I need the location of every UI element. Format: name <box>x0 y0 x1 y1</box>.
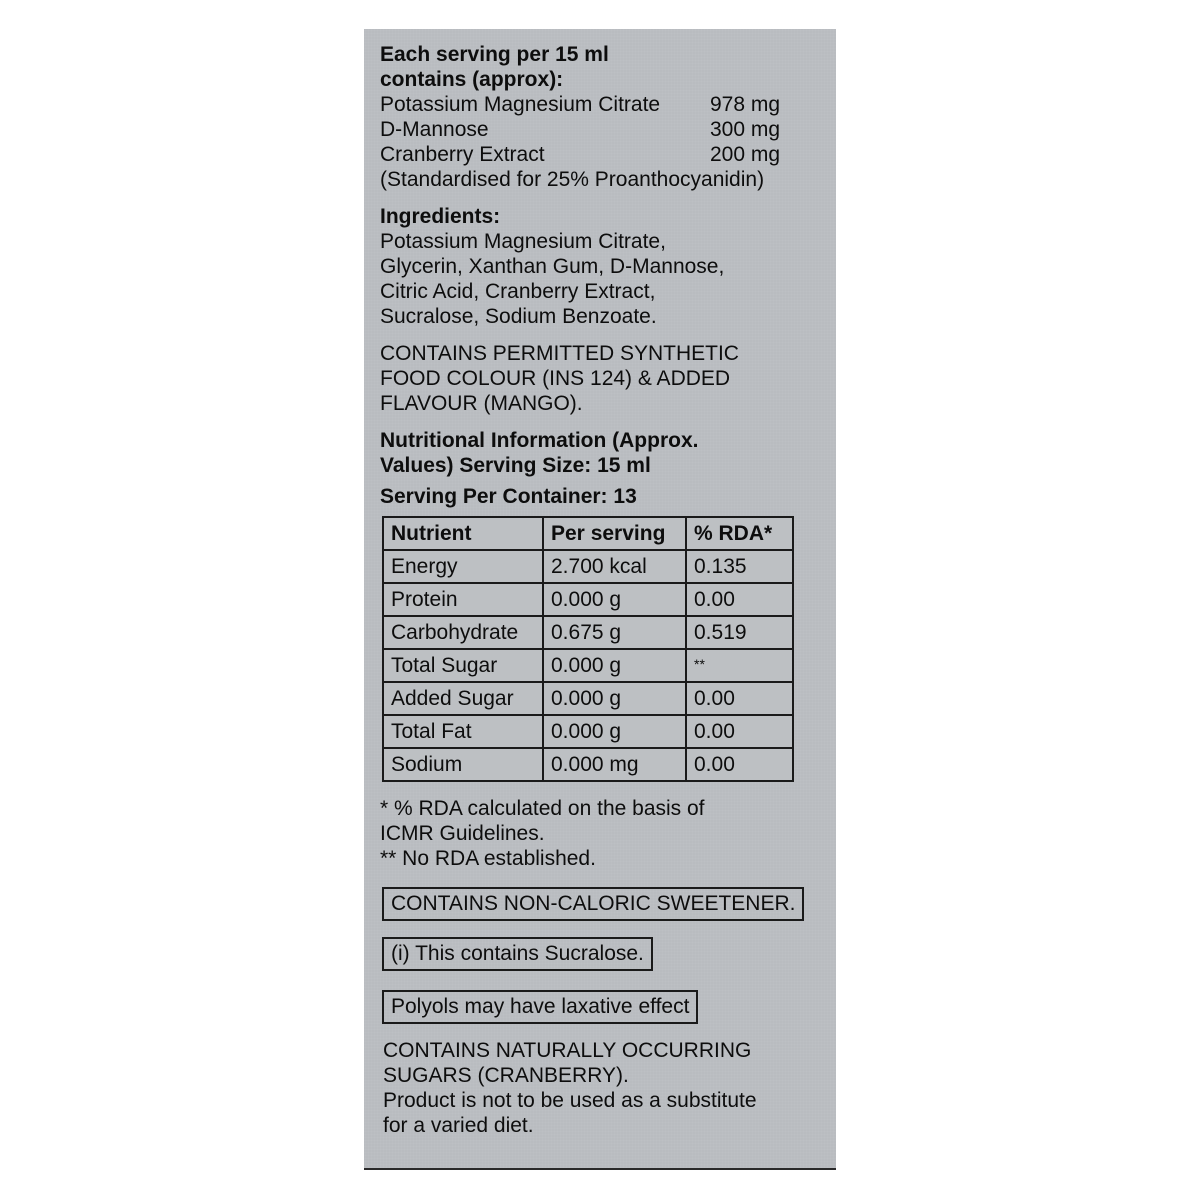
table-row <box>383 616 793 649</box>
nutrient-name: Protein <box>383 583 543 616</box>
footnotes <box>380 796 820 871</box>
closing-line: for a varied diet. <box>383 1114 534 1137</box>
composition-item-amount: 300 mg <box>710 118 781 141</box>
table-row <box>383 748 793 781</box>
composition-item-name: Potassium Magnesium Citrate <box>380 93 661 116</box>
nutrient-rda: 0.519 <box>686 616 793 649</box>
closing-statement <box>383 1038 820 1138</box>
ingredients-section <box>380 204 820 329</box>
nutrient-rda: 0.00 <box>686 748 793 781</box>
nutrient-rda: 0.135 <box>686 550 793 583</box>
column-header-per-serving: Per serving <box>543 517 686 550</box>
nutrient-per-serving: 0.000 g <box>543 682 686 715</box>
warning-box-wrap <box>380 937 820 971</box>
nutrient-rda: 0.00 <box>686 682 793 715</box>
column-header-nutrient: Nutrient <box>383 517 543 550</box>
table-row <box>383 715 793 748</box>
warning-sucralose: (i) This contains Sucralose. <box>382 937 653 971</box>
composition-note: (Standardised for 25% Proanthocyanidin) <box>380 168 765 191</box>
composition-item-name: D-Mannose <box>380 118 489 141</box>
nutrient-name: Sodium <box>383 748 543 781</box>
nutrient-per-serving: 2.700 kcal <box>543 550 686 583</box>
footnote-line: ICMR Guidelines. <box>380 822 545 845</box>
composition-item-amount: 200 mg <box>710 143 781 166</box>
composition-heading-line1: Each serving per 15 ml <box>380 43 609 66</box>
nutrient-rda: 0.00 <box>686 715 793 748</box>
colour-statement-line: FOOD COLOUR (INS 124) & ADDED <box>380 367 731 390</box>
table-row <box>383 583 793 616</box>
nutrient-per-serving: 0.000 g <box>543 583 686 616</box>
warning-box-wrap <box>380 990 820 1024</box>
composition-heading-line2: contains (approx): <box>380 68 564 91</box>
nutrient-name: Added Sugar <box>383 682 543 715</box>
composition-item-amount: 978 mg <box>710 93 781 116</box>
nutrition-heading-line2: Values) Serving Size: 15 ml <box>380 454 651 477</box>
footnote-line: ** No RDA established. <box>380 847 596 870</box>
composition-item <box>380 142 820 167</box>
nutrient-per-serving: 0.000 g <box>543 715 686 748</box>
table-row <box>383 682 793 715</box>
nutrient-rda: 0.00 <box>686 583 793 616</box>
warning-non-caloric-sweetener: CONTAINS NON-CALORIC SWEETENER. <box>382 887 804 921</box>
nutrient-name: Energy <box>383 550 543 583</box>
closing-line: Product is not to be used as a substitute <box>383 1089 757 1112</box>
colour-statement <box>380 341 820 416</box>
nutrition-heading-line1: Nutritional Information (Approx. <box>380 429 699 452</box>
colour-statement-line: FLAVOUR (MANGO). <box>380 392 583 415</box>
nutrient-name: Carbohydrate <box>383 616 543 649</box>
nutrient-per-serving: 0.675 g <box>543 616 686 649</box>
table-row <box>383 649 793 682</box>
label-panel <box>364 29 836 1170</box>
nutrient-per-serving: 0.000 mg <box>543 748 686 781</box>
servings-per-container: Serving Per Container: 13 <box>380 485 637 508</box>
column-header-rda: % RDA* <box>686 517 793 550</box>
composition-section <box>380 42 820 192</box>
nutrient-per-serving: 0.000 g <box>543 649 686 682</box>
composition-item <box>380 117 820 142</box>
nutrition-section <box>380 428 820 871</box>
warning-box-wrap <box>380 887 820 921</box>
ingredients-line: Citric Acid, Cranberry Extract, <box>380 280 656 303</box>
composition-item <box>380 92 820 117</box>
ingredients-line: Glycerin, Xanthan Gum, D-Mannose, <box>380 255 725 278</box>
colour-statement-line: CONTAINS PERMITTED SYNTHETIC <box>380 342 739 365</box>
nutrient-name: Total Fat <box>383 715 543 748</box>
ingredients-heading: Ingredients: <box>380 205 501 228</box>
nutrition-table <box>382 516 794 782</box>
nutrient-rda: ** <box>686 649 793 682</box>
table-header-row <box>383 517 793 550</box>
closing-line: SUGARS (CRANBERRY). <box>383 1064 629 1087</box>
ingredients-line: Sucralose, Sodium Benzoate. <box>380 305 657 328</box>
ingredients-line: Potassium Magnesium Citrate, <box>380 230 666 253</box>
composition-item-name: Cranberry Extract <box>380 143 545 166</box>
nutrient-name: Total Sugar <box>383 649 543 682</box>
footnote-line: * % RDA calculated on the basis of <box>380 797 705 820</box>
table-row <box>383 550 793 583</box>
warning-polyols: Polyols may have laxative effect <box>382 990 698 1024</box>
closing-line: CONTAINS NATURALLY OCCURRING <box>383 1039 752 1062</box>
